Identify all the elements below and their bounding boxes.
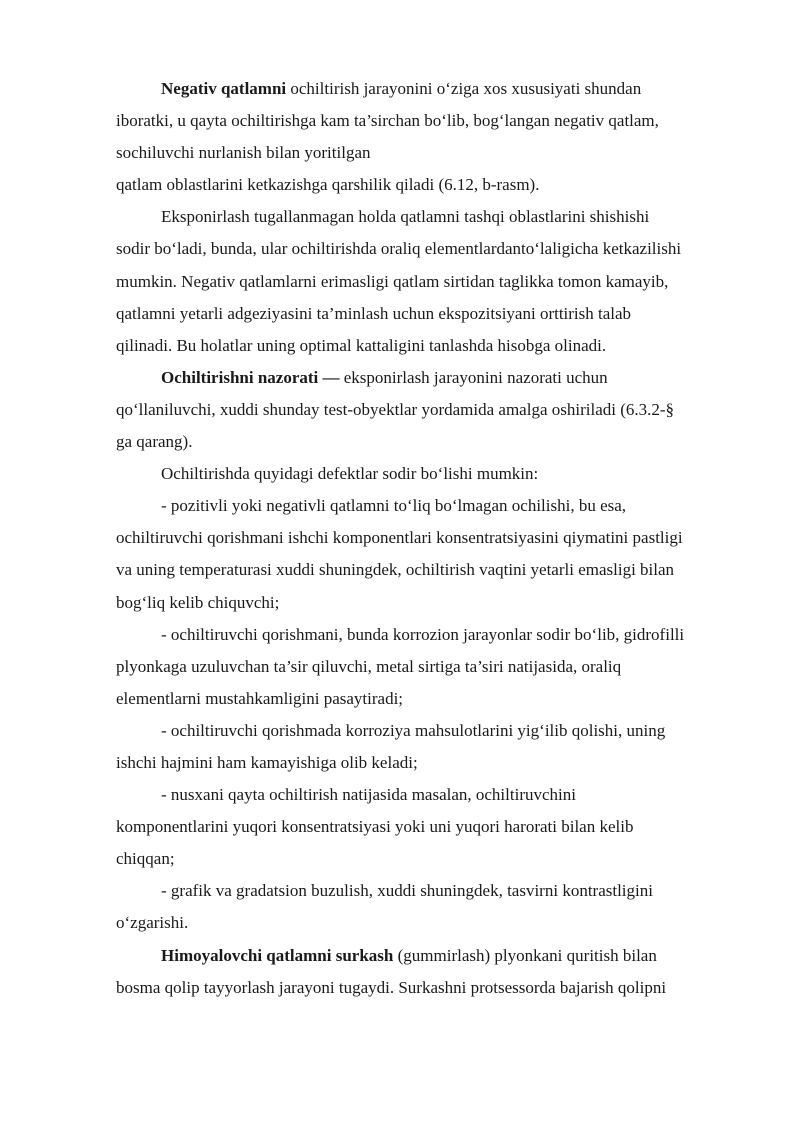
bold-term: Ochiltirishni nazorati — bbox=[161, 367, 340, 387]
line-text: ochiltiruvchi qorishmani ishchi komponentlari konsentratsiyasini qiymatini pastligi bbox=[116, 528, 683, 548]
line-text: eksponirlash jarayonini nazorati uchun bbox=[339, 367, 608, 387]
text-line bbox=[116, 843, 756, 875]
text-line bbox=[116, 266, 756, 298]
line-text: bosma qolip tayyorlash jarayoni tugaydi. Surkashni protsessorda bajarish qolipni bbox=[116, 977, 667, 997]
bold-term: Negativ qatlamni bbox=[161, 79, 287, 98]
text-line bbox=[116, 137, 756, 169]
line-text: - nusxani qayta ochiltirish natijasida masalan, ochiltiruvchini bbox=[161, 785, 576, 805]
line-text: qo‘llaniluvchi, xuddi shunday test-obyektlar yordamida amalga oshiriladi (6.3.2-§ bbox=[116, 399, 675, 419]
line-text: plyonkaga uzuluvchan ta’sir qiluvchi, metal sirtiga ta’siri natijasida, oraliq bbox=[116, 656, 622, 676]
line-text: elementlarni mustahkamligini pasaytiradi; bbox=[116, 688, 404, 708]
line-text: Eksponirlash tugallanmagan holda qatlamni tashqi oblastlarini shishishi bbox=[161, 207, 650, 227]
text-line bbox=[116, 105, 756, 137]
line-text: ochiltirish jarayonini o‘ziga xos xususiyati shundan bbox=[286, 79, 642, 98]
text-line bbox=[116, 907, 756, 939]
text-line bbox=[116, 201, 756, 233]
text-line bbox=[116, 554, 756, 586]
line-text: ga qarang). bbox=[116, 432, 193, 452]
line-text: sodir bo‘ladi, bunda, ular ochiltirishda oraliq elementlardanto‘laligicha ketkazilishi bbox=[116, 239, 682, 259]
text-line bbox=[116, 458, 756, 490]
text-line bbox=[116, 522, 756, 554]
text-line bbox=[116, 394, 756, 426]
text-line bbox=[116, 73, 756, 105]
text-line bbox=[116, 779, 756, 811]
text-line bbox=[116, 811, 756, 843]
line-text: chiqqan; bbox=[116, 849, 175, 869]
text-line bbox=[116, 940, 756, 972]
line-text: komponentlarini yuqori konsentratsiyasi yoki uni yuqori harorati bilan kelib bbox=[116, 817, 634, 837]
text-line bbox=[116, 330, 756, 362]
line-text: ishchi hajmini ham kamayishiga olib keladi; bbox=[116, 752, 418, 772]
line-text: bog‘liq kelib chiquvchi; bbox=[116, 592, 280, 612]
line-text: (gummirlash) plyonkani quritish bilan bbox=[393, 945, 657, 965]
line-text: - pozitivli yoki negativli qatlamni to‘liq bo‘lmagan ochilishi, bu esa, bbox=[161, 496, 627, 516]
document-body bbox=[116, 73, 756, 1004]
text-line bbox=[116, 362, 756, 394]
text-line bbox=[116, 747, 756, 779]
text-line bbox=[116, 587, 756, 619]
text-line bbox=[116, 683, 756, 715]
line-text: qatlam oblastlarini ketkazishga qarshilik qiladi (6.12, b-rasm). bbox=[116, 175, 540, 195]
text-line bbox=[116, 233, 756, 265]
line-text: - ochiltiruvchi qorishmani, bunda korrozion jarayonlar sodir bo‘lib, gidrofilli bbox=[161, 624, 685, 644]
text-line bbox=[116, 298, 756, 330]
text-line bbox=[116, 490, 756, 522]
text-line bbox=[116, 426, 756, 458]
text-line bbox=[116, 169, 756, 201]
text-line bbox=[116, 619, 756, 651]
text-line bbox=[116, 651, 756, 683]
line-text: mumkin. Negativ qatlamlarni erimasligi qatlam sirtidan taglikka tomon kamayib, bbox=[116, 271, 669, 291]
text-line bbox=[116, 875, 756, 907]
line-text: Ochiltirishda quyidagi defektlar sodir bo‘lishi mumkin: bbox=[161, 464, 539, 484]
text-line bbox=[116, 715, 756, 747]
text-line bbox=[116, 972, 756, 1004]
line-text: iboratki, u qayta ochiltirishga kam ta’sirchan bo‘lib, bog‘langan negativ qatlam, bbox=[116, 111, 659, 131]
line-text: o‘zgarishi. bbox=[116, 913, 189, 933]
line-text: - ochiltiruvchi qorishmada korroziya mahsulotlarini yig‘ilib qolishi, uning bbox=[161, 720, 666, 740]
line-text: qilinadi. Bu holatlar uning optimal kattaligini tanlashda hisobga olinadi. bbox=[116, 335, 607, 355]
line-text: sochiluvchi nurlanish bilan yoritilgan bbox=[116, 143, 371, 163]
line-text: - grafik va gradatsion buzulish, xuddi shuningdek, tasvirni kontrastligini bbox=[161, 881, 653, 901]
line-text: qatlamni yetarli adgeziyasini ta’minlash uchun ekspozitsiyani orttirish talab bbox=[116, 303, 632, 323]
bold-term: Himoyalovchi qatlamni surkash bbox=[161, 945, 394, 965]
line-text: va uning temperaturasi xuddi shuningdek, ochiltirish vaqtini yetarli emasligi bilan bbox=[116, 560, 675, 580]
